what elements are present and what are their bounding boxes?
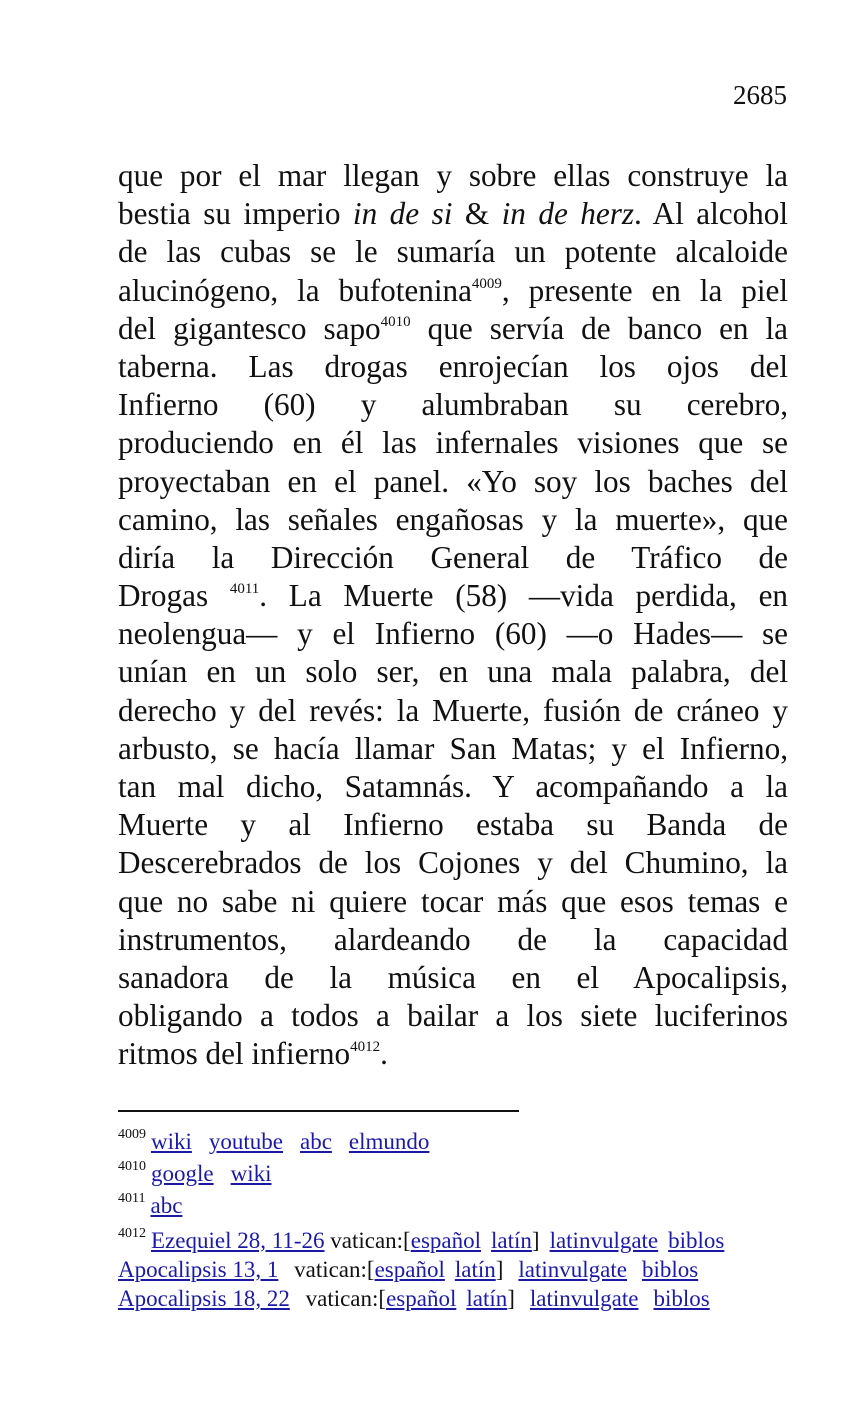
- link-abc[interactable]: abc: [150, 1193, 183, 1218]
- body-text: [118, 157, 788, 1074]
- text-line: neolengua— y el Infierno (60) —o Hades— se: [118, 616, 788, 652]
- text-line: ritmos del infierno$^{4012}$.: [118, 1036, 388, 1072]
- text-line: produciendo en él las infernales visiones que se: [118, 425, 788, 461]
- text-line: obligando a todos a bailar a los siete luciferinos: [118, 998, 788, 1034]
- text-line: Drogas $^{4011}$. La Muerte (58) —vida perdida, en: [118, 578, 788, 614]
- link-wiki[interactable]: wiki: [230, 1161, 272, 1186]
- bible-ref-row: $^{4012}$ Ezequiel 28, 11-26 vatican:[español latín] latinvulgate biblos: [118, 1226, 725, 1253]
- footnote-number: 4011: [118, 1191, 146, 1206]
- link-abc[interactable]: abc: [300, 1129, 332, 1154]
- footnote-4011: [118, 1190, 788, 1222]
- link-ezequiel[interactable]: Ezequiel 28, 11-26: [151, 1228, 325, 1253]
- link-latin[interactable]: latín: [454, 1257, 496, 1282]
- footnotes: [118, 1126, 788, 1222]
- footnote-marker: 4009: [471, 275, 502, 292]
- link-biblos[interactable]: biblos: [668, 1228, 725, 1253]
- link-espanol[interactable]: español: [410, 1228, 481, 1253]
- footnote-marker: 4010: [380, 313, 411, 330]
- text-line: alucinógeno, la bufotenina$^{4009}$, presente en la piel: [118, 272, 788, 308]
- bible-ref-row: Apocalipsis 18, 22 vatican:[español latín] latinvulgate biblos: [118, 1286, 710, 1311]
- link-biblos[interactable]: biblos: [641, 1257, 699, 1282]
- text-line: camino, las señales engañosas y la muerte», que: [118, 501, 788, 537]
- page-number: 2685: [733, 80, 787, 110]
- text-line: instrumentos, alardeando de la capacidad: [118, 921, 788, 957]
- link-latinvulgate[interactable]: latinvulgate: [518, 1257, 627, 1282]
- text-line: de las cubas se le sumaría un potente alcaloide: [118, 234, 788, 270]
- link-elmundo[interactable]: elmundo: [348, 1129, 430, 1154]
- link-wiki[interactable]: wiki: [151, 1129, 192, 1154]
- text-line: tan mal dicho, Satamnás. Y acompañando a la: [118, 769, 788, 804]
- link-espanol[interactable]: español: [374, 1257, 445, 1282]
- link-latinvulgate[interactable]: latinvulgate: [529, 1286, 639, 1311]
- footnote-number: 4012: [118, 1226, 146, 1241]
- text-line: del gigantesco sapo$^{4010}$ que servía de banco en la: [118, 310, 789, 346]
- link-apocalipsis-13[interactable]: Apocalipsis 13, 1: [118, 1257, 279, 1282]
- text-line: Muerte y al Infierno estaba su Banda de: [118, 807, 788, 843]
- text-line: proyectaban en el panel. «Yo soy los baches del: [118, 463, 788, 499]
- bible-ref-row: Apocalipsis 13, 1 vatican:[español latín] latinvulgate biblos: [118, 1257, 699, 1282]
- footnote-marker: 4011: [229, 581, 260, 598]
- link-apocalipsis-18[interactable]: Apocalipsis 18, 22: [118, 1286, 290, 1311]
- text-line: arbusto, se hacía llamar San Matas; y el Infierno,: [118, 730, 788, 766]
- text-line: diría la Dirección General de Tráfico de: [118, 539, 788, 575]
- link-biblos[interactable]: biblos: [653, 1286, 710, 1311]
- text-line: bestia su imperio in de si & in de herz. Al alcohol: [118, 196, 789, 232]
- text-line: taberna. Las drogas enrojecían los ojos del: [118, 348, 788, 384]
- link-google[interactable]: google: [151, 1161, 214, 1186]
- text-line: unían en un solo ser, en una mala palabra, del: [118, 654, 788, 690]
- text-line: que no sabe ni quiere tocar más que esos temas e: [118, 883, 788, 919]
- footnote-number: 4010: [118, 1159, 146, 1174]
- link-espanol[interactable]: español: [386, 1286, 457, 1311]
- link-latinvulgate[interactable]: latinvulgate: [549, 1228, 659, 1253]
- text-line: derecho y del revés: la Muerte, fusión de cráneo y: [118, 692, 788, 728]
- text-line: Infierno (60) y alumbraban su cerebro,: [118, 387, 788, 423]
- text-line: que por el mar llegan y sobre ellas construye la: [118, 158, 788, 193]
- link-latin[interactable]: latín: [466, 1286, 508, 1311]
- link-latin[interactable]: latín: [491, 1228, 532, 1253]
- footnote-number: 4009: [118, 1127, 146, 1142]
- footnote-4012: [118, 1226, 788, 1313]
- link-youtube[interactable]: youtube: [208, 1129, 283, 1154]
- footnote-separator: [118, 1110, 519, 1112]
- footnote-4009: [118, 1126, 788, 1158]
- text-line: sanadora de la música en el Apocalipsis,: [118, 959, 788, 995]
- text-line: Descerebrados de los Cojones y del Chumino, la: [118, 845, 788, 881]
- footnote-marker: 4012: [350, 1039, 381, 1056]
- footnote-4010: [118, 1158, 788, 1190]
